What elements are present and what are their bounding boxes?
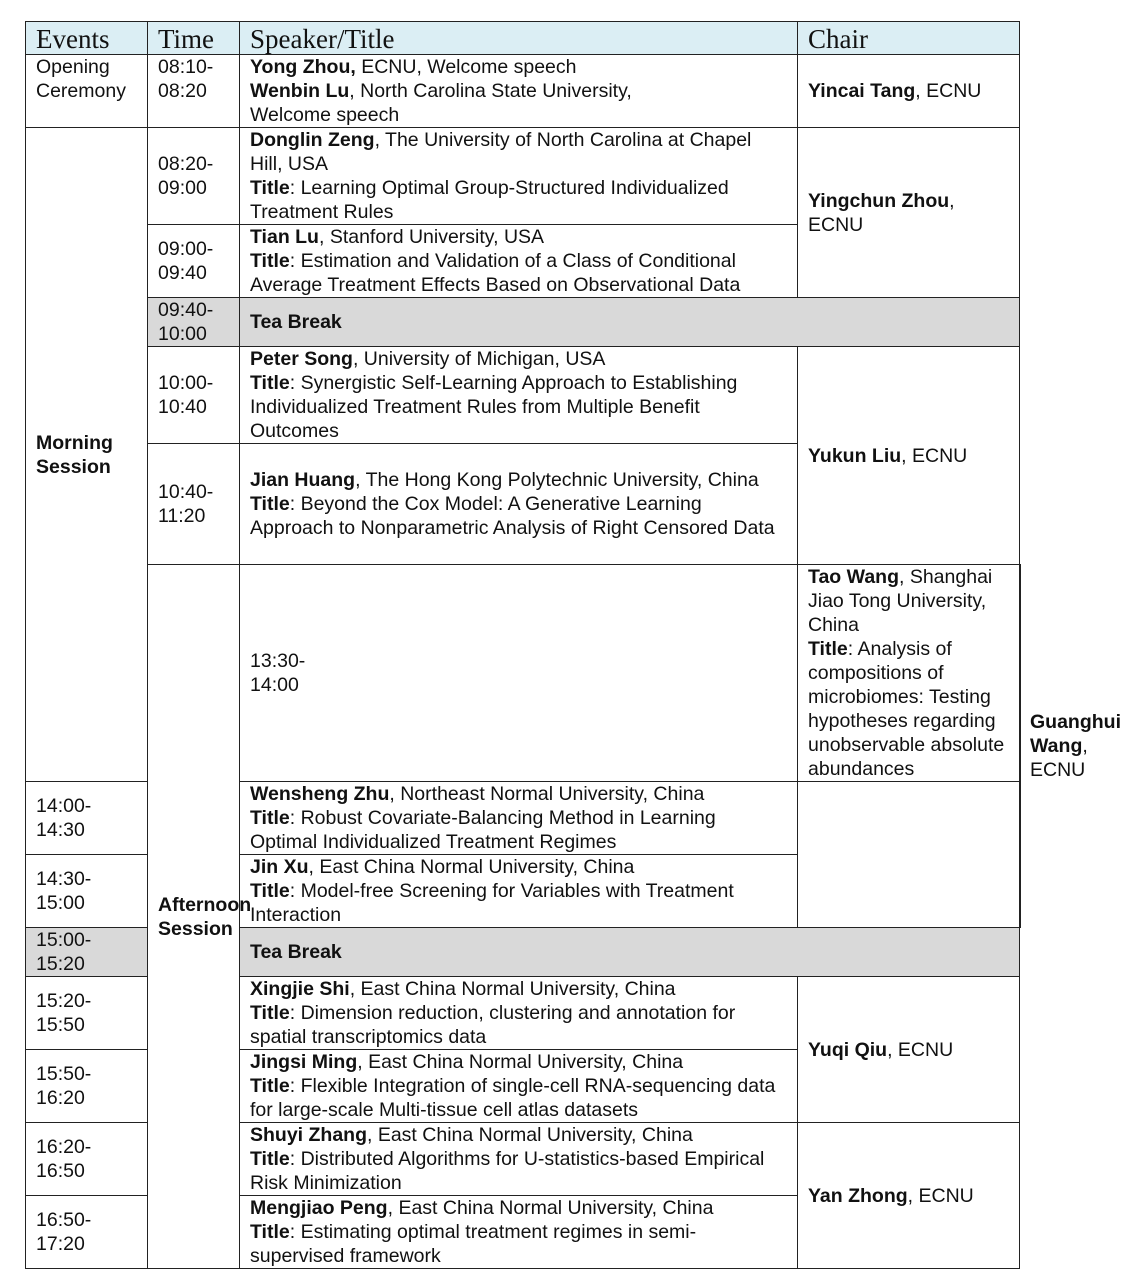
time-end: 16:20 — [36, 1087, 85, 1109]
time-cell — [26, 1123, 148, 1196]
speaker-affiliation: , The University of North Carolina at Chapel Hill, USA — [250, 129, 752, 175]
talk-title: : Learning Optimal Group-Structured Individualized Treatment Rules — [250, 177, 729, 223]
time-cell — [26, 977, 148, 1050]
time-start: 08:20- — [158, 153, 214, 175]
speaker-cell — [240, 1123, 798, 1196]
time-start: 14:30- — [36, 868, 92, 890]
time-start: 09:00- — [158, 238, 214, 260]
speaker-name: Wenbin Lu — [250, 80, 350, 102]
event-label: Opening Ceremony — [36, 56, 126, 102]
time-start: 10:00- — [158, 372, 214, 394]
speaker-name: Tao Wang — [808, 566, 899, 588]
time-start: 09:40- — [158, 299, 214, 321]
time-end: 16:50 — [36, 1160, 85, 1182]
time-cell — [26, 782, 148, 855]
time-start: 15:50- — [36, 1063, 92, 1085]
speaker-name: Shuyi Zhang — [250, 1124, 367, 1146]
time-end: 09:00 — [158, 177, 207, 199]
title-label: Title — [250, 1002, 290, 1024]
talk-row — [26, 128, 1021, 225]
time-start: 14:00- — [36, 795, 92, 817]
time-cell — [26, 928, 148, 977]
tea-break-label: Tea Break — [240, 928, 1020, 977]
time-end: 15:20 — [36, 953, 85, 975]
header-row — [26, 22, 1021, 55]
speaker-name: Mengjiao Peng — [250, 1197, 388, 1219]
chair-cell — [798, 977, 1020, 1123]
speaker-name: Donglin Zeng — [250, 129, 375, 151]
speaker-cell — [240, 347, 798, 444]
chair-cell — [798, 347, 1020, 565]
time-start: 15:20- — [36, 990, 92, 1012]
event-label: Morning — [36, 431, 113, 454]
talk-row — [26, 347, 1021, 444]
speaker-affiliation: ECNU, Welcome speech — [355, 56, 577, 78]
speaker-name: Yong Zhou, — [250, 56, 356, 78]
title-label: Title — [250, 250, 290, 272]
time-cell — [240, 565, 798, 782]
talk-title: : Dimension reduction, clustering and annotation for spatial transcriptomics data — [250, 1002, 736, 1048]
time-start: 08:10- — [158, 56, 214, 78]
time-end: 10:00 — [158, 323, 207, 345]
speaker-affiliation: , Shanghai Jiao Tong University, China — [808, 566, 993, 636]
time-start: 15:00- — [36, 929, 92, 951]
opening-row — [26, 55, 1021, 128]
event-opening — [26, 55, 148, 128]
time-end: 10:40 — [158, 396, 207, 418]
time-end: 09:40 — [158, 262, 207, 284]
chair-affiliation: , ECNU — [901, 444, 968, 467]
speaker-affiliation: , Northeast Normal University, China — [389, 783, 705, 805]
speaker-cell — [240, 855, 798, 928]
speaker-name: Wensheng Zhu — [250, 783, 390, 805]
speaker-note: Welcome speech — [250, 104, 400, 126]
speaker-affiliation: , East China Normal University, China — [387, 1197, 714, 1219]
speaker-name: Peter Song — [250, 348, 353, 370]
time-end: 14:30 — [36, 819, 85, 841]
time-end: 15:50 — [36, 1014, 85, 1036]
tea-break-label: Tea Break — [240, 298, 1020, 347]
talk-title: : Model-free Screening for Variables with Treatment Interaction — [250, 880, 734, 926]
event-morning — [26, 128, 148, 782]
event-label: Afternoon — [158, 893, 252, 916]
speaker-cell — [240, 225, 798, 298]
talk-title: : Flexible Integration of single-cell RNA-sequencing data for large-scale Multi-tissue cell atlas datasets — [250, 1075, 776, 1121]
speaker-cell — [240, 444, 798, 565]
tea-break-row — [26, 298, 1021, 347]
speaker-cell — [240, 782, 798, 855]
time-end: 17:20 — [36, 1233, 85, 1255]
chair-name: Yuqi Qiu — [808, 1038, 888, 1061]
chair-cell — [798, 55, 1020, 128]
speaker-affiliation: , East China Normal University, China — [357, 1051, 684, 1073]
title-label: Title — [250, 372, 290, 394]
chair-cell — [798, 128, 1020, 298]
speaker-line — [250, 79, 787, 103]
chair-name: Yukun Liu — [808, 444, 902, 467]
speaker-cell — [240, 128, 798, 225]
speaker-name: Jian Huang — [250, 469, 356, 491]
talk-row — [26, 565, 1021, 782]
time-end: 08:20 — [158, 80, 207, 102]
chair-affiliation: , ECNU — [887, 1038, 954, 1061]
talk-title: : Estimating optimal treatment regimes in semi-supervised framework — [250, 1221, 697, 1267]
talk-title: : Estimation and Validation of a Class of Conditional Average Treatment Effects Based on Observational Data — [250, 250, 741, 296]
speaker-affiliation: , East China Normal University, China — [367, 1124, 693, 1146]
chair-name: Yincai Tang — [808, 80, 916, 102]
time-end: 15:00 — [36, 892, 85, 914]
chair-name: Guanghui Wang — [1030, 711, 1121, 757]
speaker-line — [250, 55, 787, 79]
talk-title: : Beyond the Cox Model: A Generative Learning Approach to Nonparametric Analysis of Right Censored Data — [250, 493, 775, 539]
speaker-affiliation: , The Hong Kong Polytechnic University, China — [355, 469, 759, 491]
chair-cell — [1020, 565, 1121, 928]
title-label: Title — [250, 880, 290, 902]
event-label: Session — [36, 455, 111, 478]
header-events: Events — [26, 22, 148, 55]
header-speaker-title: Speaker/Title — [240, 22, 798, 55]
speaker-name: Jin Xu — [250, 856, 309, 878]
time-start: 13:30- — [250, 650, 306, 672]
chair-cell — [798, 1123, 1020, 1269]
time-cell — [26, 1196, 148, 1269]
speaker-name: Jingsi Ming — [250, 1051, 358, 1073]
event-afternoon — [148, 565, 252, 1269]
time-cell — [148, 128, 240, 225]
title-label: Title — [250, 1075, 290, 1097]
chair-affiliation: , ECNU — [907, 1184, 974, 1207]
speaker-cell — [240, 977, 798, 1050]
speaker-cell — [240, 1050, 798, 1123]
time-cell — [26, 855, 148, 928]
talk-title: : Analysis of compositions of microbiomes: Testing hypotheses regarding unobservable absolute abundances — [808, 638, 1005, 780]
time-cell — [148, 225, 240, 298]
title-label: Title — [250, 807, 290, 829]
schedule-table — [25, 21, 1121, 1269]
time-cell — [26, 1050, 148, 1123]
title-label: Title — [250, 493, 290, 515]
speaker-affiliation: , University of Michigan, USA — [352, 348, 606, 370]
time-cell — [148, 444, 240, 565]
speaker-name: Tian Lu — [250, 226, 319, 248]
speaker-cell — [240, 55, 798, 128]
time-cell — [148, 347, 240, 444]
speaker-affiliation: , East China Normal University, China — [349, 978, 676, 1000]
time-cell — [148, 55, 240, 128]
speaker-cell — [240, 1196, 798, 1269]
chair-affiliation: , ECNU — [915, 80, 982, 102]
talk-title: : Synergistic Self-Learning Approach to Establishing Individualized Treatment Rules from Multiple Benefit Outcomes — [250, 372, 738, 442]
speaker-name: Xingjie Shi — [250, 978, 350, 1000]
speaker-affiliation: , Stanford University, USA — [318, 226, 545, 248]
talk-title: : Distributed Algorithms for U-statistics-based Empirical Risk Minimization — [250, 1148, 765, 1194]
speaker-cell — [798, 565, 1020, 782]
header-chair: Chair — [798, 22, 1020, 55]
time-cell — [148, 298, 240, 347]
time-end: 11:20 — [158, 505, 206, 527]
speaker-affiliation: , East China Normal University, China — [308, 856, 635, 878]
title-label: Title — [250, 177, 290, 199]
time-start: 10:40- — [158, 481, 214, 503]
chair-name: Yan Zhong — [808, 1184, 908, 1207]
chair-affiliation: , ECNU — [1030, 735, 1088, 781]
title-label: Title — [250, 1221, 290, 1243]
talk-title: : Robust Covariate-Balancing Method in Learning Optimal Individualized Treatment Regimes — [250, 807, 716, 853]
speaker-affiliation: , North Carolina State University, — [349, 80, 632, 102]
time-start: 16:20- — [36, 1136, 92, 1158]
time-start: 16:50- — [36, 1209, 92, 1231]
time-end: 14:00 — [250, 674, 299, 696]
chair-affiliation: , ECNU — [808, 189, 955, 236]
title-label: Title — [250, 1148, 290, 1170]
title-label: Title — [808, 638, 848, 660]
event-label: Session — [158, 917, 233, 940]
chair-name: Yingchun Zhou — [808, 189, 950, 212]
header-time: Time — [148, 22, 240, 55]
